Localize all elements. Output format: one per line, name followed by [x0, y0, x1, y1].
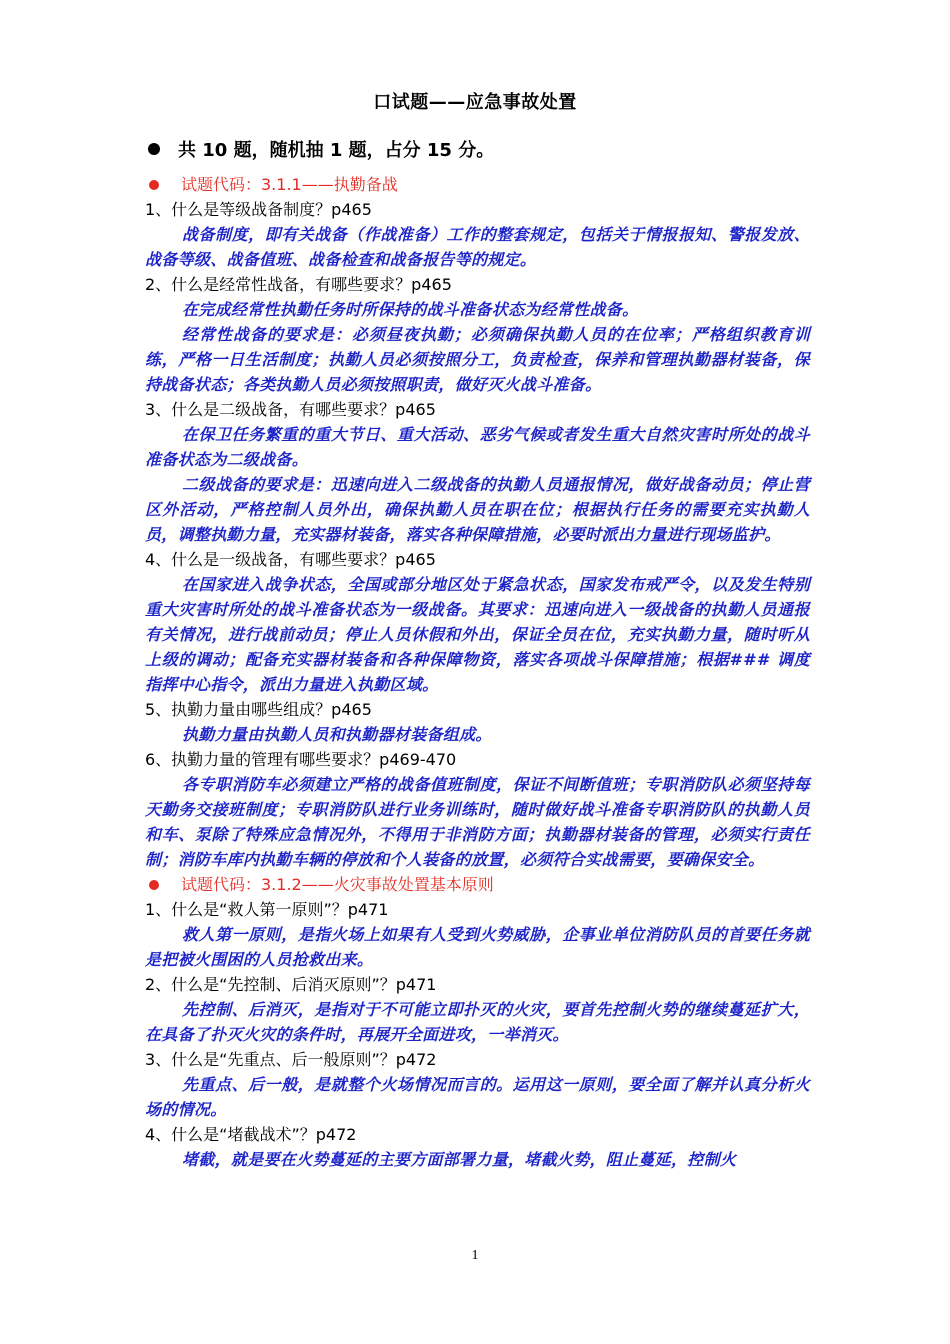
- answer-paragraph: 先重点、后一般，是就整个火场情况而言的。运用这一原则，要全面了解并认真分析火场的情况。: [145, 1075, 810, 1119]
- answer-paragraph: 在完成经常性执勤任务时所保持的战斗准备状态为经常性战备。: [182, 300, 639, 319]
- section-code-text: 试题代码：3.1.2——火灾事故处置基本原则: [181, 875, 494, 894]
- question: 6、执勤力量的管理有哪些要求？p469-470: [145, 750, 457, 769]
- question: 3、什么是“先重点、后一般原则”？p472: [145, 1050, 437, 1069]
- answer-paragraph: 战备制度，即有关战备（作战准备）工作的整套规定，包括关于情报报知、警报发放、战备等级、战备值班、战备检查和战备报告等的规定。: [145, 225, 810, 269]
- answer-paragraph: 在保卫任务繁重的重大节日、重大活动、恶劣气候或者发生重大自然灾害时所处的战斗准备状态为二级战备。: [145, 425, 810, 469]
- question: 4、什么是一级战备，有哪些要求？p465: [145, 550, 436, 569]
- answer-paragraph: 经常性战备的要求是：必须昼夜执勤；必须确保执勤人员的在位率；严格组织教育训练，严格一日生活制度；执勤人员必须按照分工，负责检查，保养和管理执勤器材装备，保持战备状态；各类执勤人员必须按照职责，做好灭火战斗准备。: [145, 325, 810, 394]
- answer-paragraph: 先控制、后消灭，是指对于不可能立即扑灭的火灾，要首先控制火势的继续蔓延扩大，在具备了扑灭火灾的条件时，再展开全面进攻，一举消灭。: [145, 1000, 810, 1044]
- question: 3、什么是二级战备，有哪些要求？p465: [145, 400, 436, 419]
- section-code: [145, 172, 810, 197]
- answer-paragraph: 执勤力量由执勤人员和执勤器材装备组成。: [182, 725, 492, 744]
- red-bullet-icon: [149, 880, 159, 890]
- answer-paragraph: 各专职消防车必须建立严格的战备值班制度，保证不间断值班；专职消防队必须坚持每天勤务交接班制度；专职消防队进行业务训练时，随时做好战斗准备专职消防队的执勤人员和车、泵除了特殊应急情况外，不得用于非消防方面；执勤器材装备的管理，必须实行责任制；消防车库内执勤车辆的停放和个人装备的放置，必须符合实战需要，要确保安全。: [145, 775, 810, 869]
- section-code-text: 试题代码：3.1.1——执勤备战: [181, 175, 398, 194]
- question: 1、什么是等级战备制度？p465: [145, 200, 372, 219]
- bullet-icon: [148, 143, 160, 155]
- question: 1、什么是“救人第一原则”？p471: [145, 900, 389, 919]
- question: 2、什么是经常性战备，有哪些要求？p465: [145, 275, 452, 294]
- page-number: 1: [471, 1248, 479, 1263]
- answer-paragraph: 救人第一原则，是指火场上如果有人受到火势威胁，企事业单位消防队员的首要任务就是把被火围困的人员抢救出来。: [145, 925, 810, 969]
- question: 2、什么是“先控制、后消灭原则”？p471: [145, 975, 437, 994]
- page-title: 口试题——应急事故处置: [373, 92, 577, 113]
- exam-summary: [148, 136, 848, 162]
- section-code: [145, 872, 810, 897]
- question: 4、什么是“堵截战术”？p472: [145, 1125, 357, 1144]
- summary-text: 共 10 题，随机抽 1 题，占分 15 分。: [178, 140, 495, 161]
- answer-paragraph: 堵截，就是要在火势蔓延的主要方面部署力量，堵截火势，阻止蔓延，控制火: [182, 1150, 737, 1169]
- question-list: [145, 172, 810, 1172]
- answer-paragraph: 在国家进入战争状态，全国或部分地区处于紧急状态，国家发布戒严令，以及发生特别重大灾害时所处的战斗准备状态为一级战备。其要求：迅速向进入一级战备的执勤人员通报有关情况，进行战前动员；停止人员休假和外出，保证全员在位，充实执勤力量，随时听从上级的调动；配备充实器材装备和各种保障物资，落实各项战斗保障措施；根据### 调度指挥中心指令，派出力量进入执勤区域。: [145, 575, 810, 694]
- question: 5、执勤力量由哪些组成？p465: [145, 700, 372, 719]
- answer-paragraph: 二级战备的要求是：迅速向进入二级战备的执勤人员通报情况，做好战备动员；停止营区外活动，严格控制人员外出，确保执勤人员在职在位；根据执行任务的需要充实执勤人员，调整执勤力量，充实器材装备，落实各种保障措施，必要时派出力量进行现场监护。: [145, 475, 810, 544]
- red-bullet-icon: [149, 180, 159, 190]
